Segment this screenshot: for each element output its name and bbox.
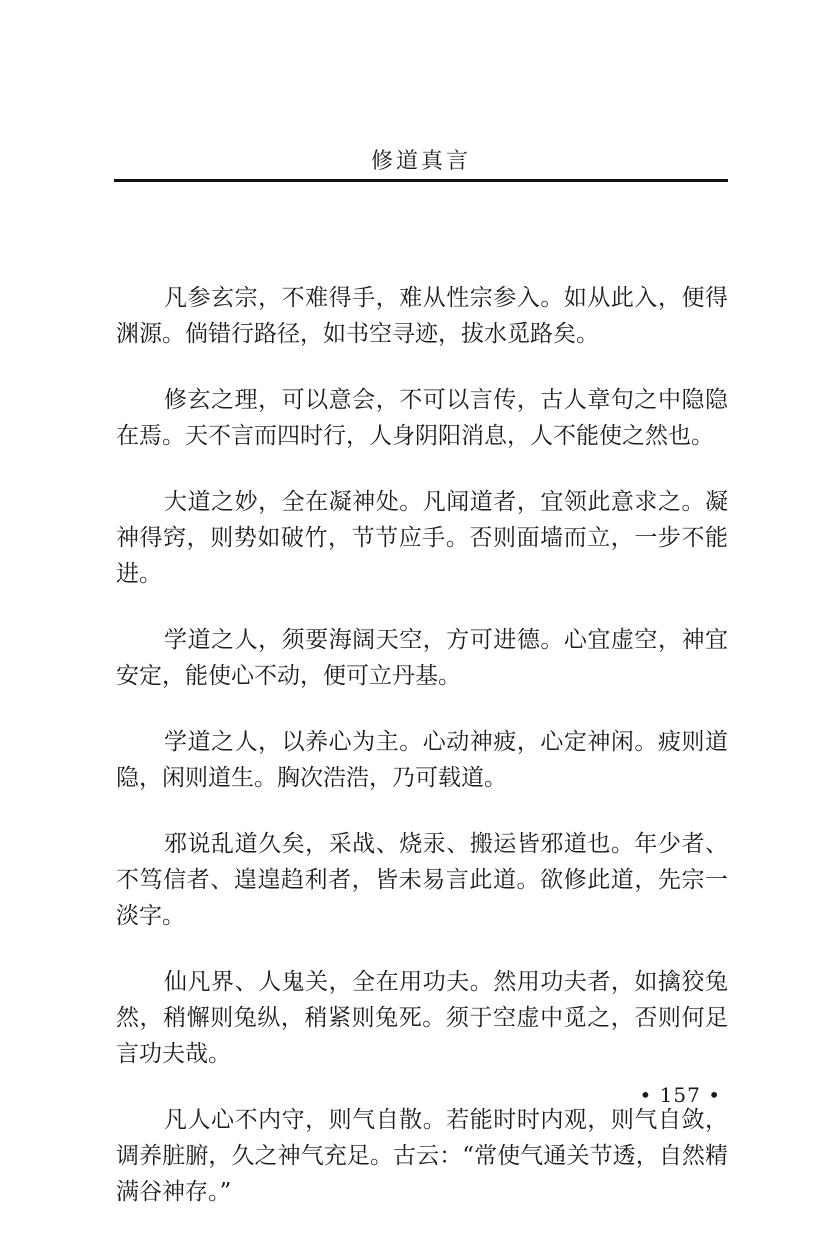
paragraph-6: 邪说乱道久矣，采战、烧汞、搬运皆邪道也。年少者、不笃信者、遑遑趋利者，皆未易言此道。欲修此道，先宗一淡字。: [116, 831, 728, 929]
paragraph-4: 学道之人，须要海阔天空，方可进德。心宜虚空，神宜安定，能使心不动，便可立丹基。: [116, 627, 728, 689]
paragraph-3: 大道之妙，全在凝神处。凡闻道者，宜领此意求之。凝神得窍，则势如破竹，节节应手。否则面墙而立，一步不能进。: [116, 489, 728, 587]
page-number: • 157 •: [639, 1083, 721, 1107]
paragraph-1: 凡参玄宗，不难得手，难从性宗参入。如从此入，便得渊源。倘错行路径，如书空寻迹，拔水觅路矣。: [116, 285, 728, 347]
paragraph-5: 学道之人，以养心为主。心动神疲，心定神闲。疲则道隐，闲则道生。胸次浩浩，乃可载道。: [116, 729, 728, 791]
page-body: [116, 280, 728, 1240]
running-header: 修道真言: [370, 149, 471, 174]
paragraph-8: 凡人心不内守，则气自散。若能时时内观，则气自敛，调养脏腑，久之神气充足。古云：“常使气通关节透，自然精满谷神存。”: [116, 1107, 728, 1205]
paragraph-2: 修玄之理，可以意会，不可以言传，古人章句之中隐隐在焉。天不言而四时行，人身阴阳消息，人不能使之然也。: [116, 387, 728, 449]
header-rule: [114, 179, 728, 182]
paragraph-7: 仙凡界、人鬼关，全在用功夫。然用功夫者，如擒狡兔然，稍懈则兔纵，稍紧则兔死。须于空虚中觅之，否则何足言功夫哉。: [116, 969, 728, 1067]
